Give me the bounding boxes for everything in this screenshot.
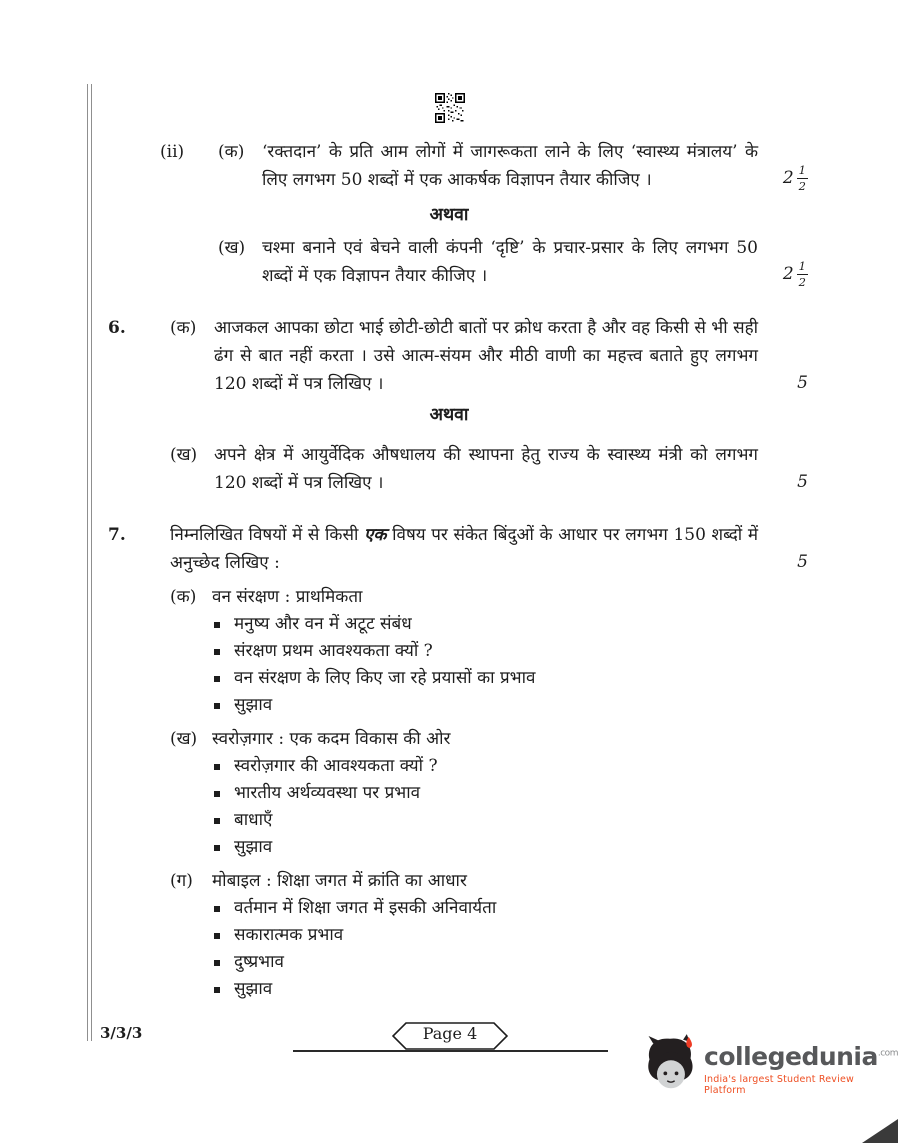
question-number-spacer — [108, 441, 170, 497]
list-item — [214, 780, 808, 807]
list-item — [214, 895, 808, 922]
list-item — [214, 692, 808, 719]
part-a-label: (क) — [170, 318, 197, 338]
brand-tld: .com — [877, 1048, 898, 1059]
brand-text-column — [704, 1034, 898, 1096]
bullet-icon — [214, 906, 220, 912]
topic-b-label: (ख) — [170, 729, 198, 749]
question-5ii-part-a — [160, 138, 808, 194]
point-text: भारतीय अर्थव्यवस्था पर प्रभाव — [234, 783, 421, 803]
marks-whole: 2 — [782, 264, 794, 285]
bullet-icon — [214, 764, 220, 770]
collegedunia-logo — [642, 1034, 898, 1098]
question-7-intro — [170, 521, 758, 577]
qr-code-graphic — [435, 93, 465, 123]
left-margin-rule — [87, 84, 92, 1041]
marks-value: 5 — [797, 552, 808, 572]
list-item — [214, 949, 808, 976]
bullet-icon — [214, 703, 220, 709]
point-text: सुझाव — [234, 979, 273, 999]
intro-text-after: विषय पर संकेत बिंदुओं के आधार पर लगभग 150 शब्दों में अनुच्छेद लिखिए : — [170, 525, 758, 573]
intro-emphasis: एक — [364, 525, 387, 545]
question-text: ‘रक्तदान’ के प्रति आम लोगों में जागरूकता लाने के लिए ‘स्वास्थ्य मंत्रालय’ के लिए लगभग 50 शब्दों में एक आकर्षक विज्ञापन तैयार कीजिए । — [262, 142, 758, 190]
brand-name — [704, 1044, 898, 1069]
question-6-number: 6. — [108, 318, 126, 338]
point-text: दुष्प्रभाव — [234, 952, 284, 972]
marks-value: 5 — [797, 373, 808, 393]
mascot-graphic — [642, 1034, 698, 1094]
topic-a-title: वन संरक्षण : प्राथमिकता — [212, 587, 363, 607]
question-text: आजकल आपका छोटा भाई छोटी-छोटी बातों पर क्रोध करता है और वह किसी से भी सही ढंग से बात नहीं करता । उसे आत्म-संयम और मीठी वाणी का महत्त्व बताते हुए लगभग 120 शब्दों में पत्र लिखिए । — [214, 318, 758, 394]
marks-numerator: 1 — [797, 164, 808, 179]
question-6-part-b — [108, 441, 808, 497]
marks-value — [758, 260, 808, 290]
part-a-label: (क) — [218, 142, 245, 162]
part-b-label: (ख) — [218, 238, 246, 258]
point-text: वन संरक्षण के लिए किए जा रहे प्रयासों का प्रभाव — [234, 668, 536, 688]
list-item — [214, 611, 808, 638]
or-separator: अथवा — [429, 205, 469, 225]
list-item — [214, 922, 808, 949]
topic-c-label: (ग) — [170, 871, 193, 891]
part-b-label: (ख) — [170, 445, 198, 465]
list-item — [214, 638, 808, 665]
list-item — [214, 753, 808, 780]
question-number-spacer — [160, 234, 218, 290]
brand-wordmark: collegedunia — [704, 1042, 878, 1071]
list-item — [214, 665, 808, 692]
question-text: अपने क्षेत्र में आयुर्वेदिक औषधालय की स्थापना हेतु राज्य के स्वास्थ्य मंत्री को लगभग 120 शब्दों में पत्र लिखिए । — [214, 445, 758, 493]
question-text: चश्मा बनाने एवं बेचने वाली कंपनी ‘दृष्टि’ के प्रचार-प्रसार के लिए लगभग 50 शब्दों में एक विज्ञापन तैयार कीजिए । — [262, 238, 758, 286]
bullet-icon — [214, 933, 220, 939]
marks-denominator: 2 — [798, 274, 806, 289]
point-text: वर्तमान में शिक्षा जगत में इसकी अनिवार्यता — [234, 898, 497, 918]
point-text: सकारात्मक प्रभाव — [234, 925, 344, 945]
marks-value: 5 — [797, 472, 808, 492]
bullet-icon — [214, 676, 220, 682]
marks-fraction — [783, 164, 808, 193]
question-7 — [108, 521, 808, 1003]
topic-b-title: स्वरोज़गार : एक कदम विकास की ओर — [212, 729, 451, 749]
point-text: सुझाव — [234, 695, 273, 715]
point-text: मनुष्य और वन में अटूट संबंध — [234, 614, 412, 634]
intro-text-before: निम्नलिखित विषयों में से किसी — [170, 525, 365, 545]
bullet-icon — [214, 818, 220, 824]
brand-tagline: India's largest Student Review Platform — [704, 1074, 854, 1096]
marks-numerator: 1 — [797, 260, 808, 275]
bullet-icon — [214, 987, 220, 993]
question-5ii-part-b — [160, 234, 808, 290]
marks-fraction — [783, 260, 808, 289]
point-text: सुझाव — [234, 837, 273, 857]
bullet-icon — [214, 649, 220, 655]
question-6-part-a — [108, 314, 808, 398]
list-item — [214, 834, 808, 861]
marks-whole: 2 — [782, 168, 794, 189]
point-text: स्वरोज़गार की आवश्यकता क्यों ? — [234, 756, 438, 776]
bullet-icon — [214, 791, 220, 797]
point-text: संरक्षण प्रथम आवश्यकता क्यों ? — [234, 641, 433, 661]
topic-b-head — [170, 726, 808, 753]
mascot-icon — [642, 1034, 698, 1098]
topic-a-points — [170, 611, 808, 719]
page-number-label: Page 4 — [422, 1024, 478, 1043]
point-text: बाधाएँ — [234, 810, 273, 830]
topic-c-title: मोबाइल : शिक्षा जगत में क्रांति का आधार — [212, 871, 467, 891]
topic-a-label: (क) — [170, 587, 197, 607]
page-number-badge — [392, 1022, 508, 1050]
marks-stack — [797, 260, 808, 289]
bullet-icon — [214, 622, 220, 628]
marks-stack — [797, 164, 808, 193]
or-separator: अथवा — [429, 405, 469, 425]
question-7-number: 7. — [108, 525, 126, 545]
footer-divider — [293, 1050, 608, 1052]
marks-value — [758, 164, 808, 194]
topic-c-head — [170, 868, 808, 895]
scan-artifact — [862, 1119, 898, 1143]
qr-code-icon — [435, 93, 465, 123]
bullet-icon — [214, 845, 220, 851]
bullet-icon — [214, 960, 220, 966]
question-5ii-label: (ii) — [160, 142, 185, 162]
list-item — [214, 976, 808, 1003]
topic-a-head — [170, 584, 808, 611]
marks-denominator: 2 — [798, 178, 806, 193]
question-7-topics — [170, 584, 808, 1003]
topic-c-points — [170, 895, 808, 1003]
list-item — [214, 807, 808, 834]
paper-code: 3/3/3 — [100, 1024, 143, 1042]
topic-b-points — [170, 753, 808, 861]
